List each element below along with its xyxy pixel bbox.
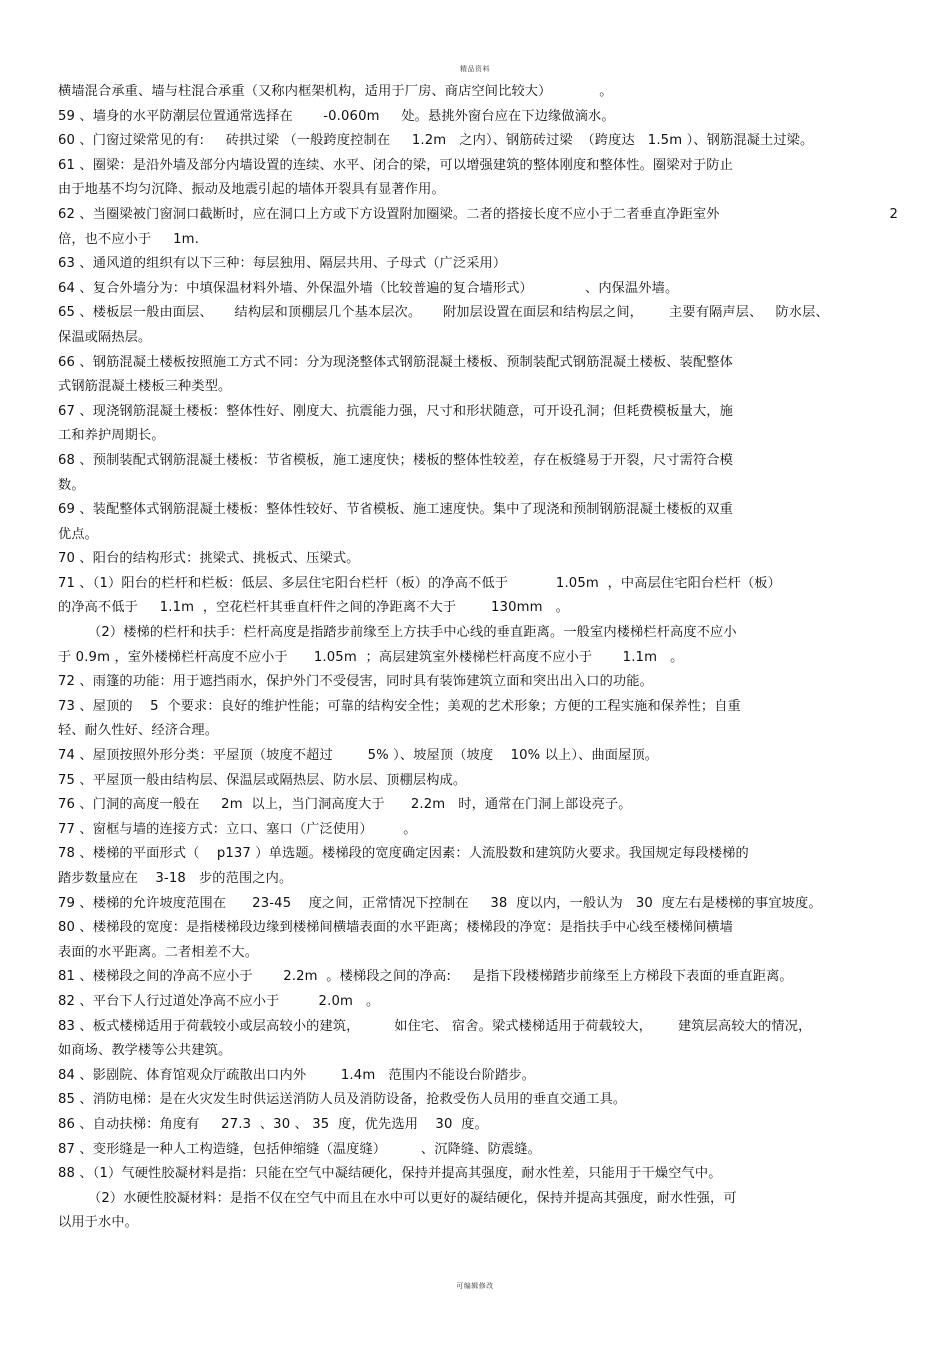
line-text: 倍，也不应小于 1m. (58, 231, 199, 247)
text-line (58, 474, 898, 499)
line-text: 84 、影剧院、体育馆观众厅疏散出口内外 1.4m 范围内不能设台阶踏步。 (58, 1067, 536, 1083)
text-line (58, 572, 898, 597)
text-line (58, 769, 898, 794)
text-line (58, 129, 898, 154)
text-line (58, 1162, 898, 1187)
text-line (58, 424, 898, 449)
text-line (58, 1088, 898, 1113)
line-text-right: 2 (889, 206, 898, 222)
text-line (58, 670, 898, 695)
text-line (58, 523, 898, 548)
text-line (58, 621, 898, 646)
line-text: 87 、变形缝是一种人工构造缝，包括伸缩缝（温度缝） 、沉降缝、防震缝。 (58, 1141, 541, 1157)
text-line (58, 1187, 898, 1212)
line-text: 73 、屋顶的 5 个要求：良好的维护性能；可靠的结构安全性；美观的艺术形象；方便的工程实施和保养性；自重 (58, 698, 741, 714)
text-line (58, 818, 898, 843)
text-line (58, 105, 898, 130)
line-text: 66 、钢筋混凝土楼板按照施工方式不同：分为现浇整体式钢筋混凝土楼板、预制装配式钢筋混凝土楼板、装配整体 (58, 354, 733, 370)
text-line (58, 1064, 898, 1089)
line-text: 83 、板式楼梯适用于荷载较小或层高较小的建筑， 如住宅、 宿舍。梁式楼梯适用于荷载较大， 建筑层高较大的情况， (58, 1018, 812, 1034)
line-text: 表面的水平距离。二者相差不大。 (58, 944, 259, 960)
text-line (58, 744, 898, 769)
line-text: 以用于水中。 (58, 1215, 139, 1231)
line-text: 76 、门洞的高度一般在 2m 以上，当门洞高度大于 2.2m 时，通常在门洞上部设亮子。 (58, 797, 632, 813)
line-text: （2）楼梯的栏杆和扶手：栏杆高度是指踏步前缘至上方扶手中心线的垂直距离。一般室内楼梯栏杆高度不应小 (88, 625, 737, 641)
line-text: （2）水硬性胶凝材料：是指不仅在空气中而且在水中可以更好的凝结硬化，保持并提高其强度，耐水性强，可 (88, 1190, 737, 1206)
line-text: 保温或隔热层。 (58, 329, 152, 345)
line-text: 64 、复合外墙分为：中填保温材料外墙、外保温外墙（比较普遍的复合墙形式） 、内保温外墙。 (58, 280, 679, 296)
text-line (58, 375, 898, 400)
line-text: 80 、楼梯段的宽度：是指楼梯段边缘到楼梯间横墙表面的水平距离；楼梯段的净宽：是指扶手中心线至楼梯间横墙 (58, 920, 733, 936)
document-body (58, 80, 898, 1236)
text-line (58, 965, 898, 990)
text-line (58, 842, 898, 867)
line-text: 由于地基不均匀沉降、振动及地震引起的墙体开裂具有显著作用。 (58, 182, 445, 198)
line-text: 82 、平台下人行过道处净高不应小于 2.0m 。 (58, 993, 380, 1009)
text-line (58, 1015, 898, 1040)
text-line (58, 596, 898, 621)
line-text: 62 、当圈梁被门窗洞口截断时，应在洞口上方或下方设置附加圈梁。二者的搭接长度不应小于二者垂直净距室外 (58, 206, 720, 222)
line-text: 78 、楼梯的平面形式（ p137 ）单选题。楼梯段的宽度确定因素：人流股数和建筑防火要求。我国规定每段楼梯的 (58, 846, 749, 862)
page-header: 精品资料 (460, 65, 490, 73)
line-text: 数。 (58, 477, 85, 493)
text-line (58, 154, 898, 179)
text-line (58, 990, 898, 1015)
line-text: 轻、耐久性好、经济合理。 (58, 723, 219, 739)
line-text: 86 、自动扶梯：角度有 27.3 、30 、 35 度，优先选用 30 度。 (58, 1116, 488, 1132)
line-text: 63 、通风道的组织有以下三种：每层独用、隔层共用、子母式（广泛采用） (58, 256, 507, 272)
text-line (58, 178, 898, 203)
line-text: 68 、预制装配式钢筋混凝土楼板：节省模板，施工速度快；楼板的整体性较差，存在板缝易于开裂，尺寸需符合模 (58, 452, 733, 468)
line-text: 75 、平屋顶一般由结构层、保温层或隔热层、防水层、顶棚层构成。 (58, 772, 467, 788)
line-text: 61 、圈梁：是沿外墙及部分内墙设置的连续、水平、闭合的梁，可以增强建筑的整体刚度和整体性。圈梁对于防止 (58, 157, 733, 173)
line-text: 77 、窗框与墙的连接方式：立口、塞口（广泛使用） 。 (58, 821, 417, 837)
text-line (58, 941, 898, 966)
text-line (58, 793, 898, 818)
line-text: 85 、消防电梯：是在火灾发生时供运送消防人员及消防设备，抢救受伤人员用的垂直交通工具。 (58, 1092, 627, 1108)
text-line (58, 547, 898, 572)
line-text: 于 0.9m ，室外楼梯栏杆高度不应小于 1.05m ；高层建筑室外楼梯栏杆高度不应小于 1.1m 。 (58, 649, 684, 665)
line-text: 79 、楼梯的允许坡度范围在 23-45 度之间，正常情况下控制在 38 度以内，一般认为 30 度左右是楼梯的事宜坡度。 (58, 895, 822, 911)
line-text: 88 、（1）气硬性胶凝材料是指：只能在空气中凝结硬化，保持并提高其强度，耐水性差，只能用于干燥空气中。 (58, 1166, 722, 1182)
line-text: 69 、装配整体式钢筋混凝土楼板：整体性较好、节省模板、施工速度快。集中了现浇和预制钢筋混凝土楼板的双重 (58, 502, 733, 518)
line-text: 70 、阳台的结构形式：挑梁式、挑板式、压梁式。 (58, 551, 360, 567)
text-line (58, 1211, 898, 1236)
text-line (58, 695, 898, 720)
page-footer: 可编辑修改 (456, 1282, 494, 1290)
text-line (58, 252, 898, 277)
line-text: 60 、门窗过梁常见的有: 砖拱过梁 （一般跨度控制在 1.2m 之内）、钢筋砖过梁 （跨度达 1.5m ）、钢筋混凝土过梁。 (58, 133, 814, 149)
line-text: 横墙混合承重、墙与柱混合承重（又称内框架机构，适用于厂房、商店空间比较大） 。 (58, 84, 613, 99)
line-text: 71 、（1）阳台的栏杆和栏板：低层、多层住宅阳台栏杆（板）的净高不低于 1.05m ，中高层住宅阳台栏杆（板） (58, 575, 781, 591)
text-line (58, 1138, 898, 1163)
text-line (58, 400, 898, 425)
line-text: 65 、楼板层一般由面层、 结构层和顶棚层几个基本层次。 附加层设置在面层和结构层之间， 主要有隔声层、 防水层、 (58, 305, 829, 321)
text-line (58, 80, 898, 105)
text-line (58, 867, 898, 892)
text-line (58, 203, 898, 228)
line-text: 74 、屋顶按照外形分类：平屋顶（坡度不超过 5% ）、坡屋顶（坡度 10% 以上）、曲面屋顶。 (58, 748, 659, 764)
line-text: 式钢筋混凝土楼板三种类型。 (58, 379, 232, 395)
text-line (58, 301, 898, 326)
text-line (58, 892, 898, 917)
line-text: 81 、楼梯段之间的净高不应小于 2.2m 。楼梯段之间的净高: 是指下段楼梯踏步前缘至上方梯段下表面的垂直距离。 (58, 969, 793, 985)
line-text: 工和养护周期长。 (58, 428, 165, 444)
text-line (58, 449, 898, 474)
line-text: 59 、墙身的水平防潮层位置通常选择在 -0.060m 处。悬挑外窗台应在下边缘做滴水。 (58, 108, 615, 124)
text-line (58, 277, 898, 302)
text-line (58, 351, 898, 376)
text-line (58, 228, 898, 253)
line-text: 如商场、教学楼等公共建筑。 (58, 1043, 232, 1059)
line-text: 的净高不低于 1.1m ，空花栏杆其垂直杆件之间的净距离不大于 130mm 。 (58, 600, 569, 616)
line-text: 优点。 (58, 526, 99, 542)
line-text: 72 、雨篷的功能：用于遮挡雨水，保护外门不受侵害，同时具有装饰建筑立面和突出出入口的功能。 (58, 674, 653, 690)
line-text: 踏步数量应在 3-18 步的范围之内。 (58, 871, 293, 886)
text-line (58, 1113, 898, 1138)
text-line (58, 326, 898, 351)
text-line (58, 646, 898, 671)
text-line (58, 498, 898, 523)
text-line (58, 719, 898, 744)
text-line (58, 916, 898, 941)
text-line (58, 1039, 898, 1064)
line-text: 67 、现浇钢筋混凝土楼板：整体性好、刚度大、抗震能力强，尺寸和形状随意，可开设孔洞；但耗费模板量大，施 (58, 403, 733, 419)
